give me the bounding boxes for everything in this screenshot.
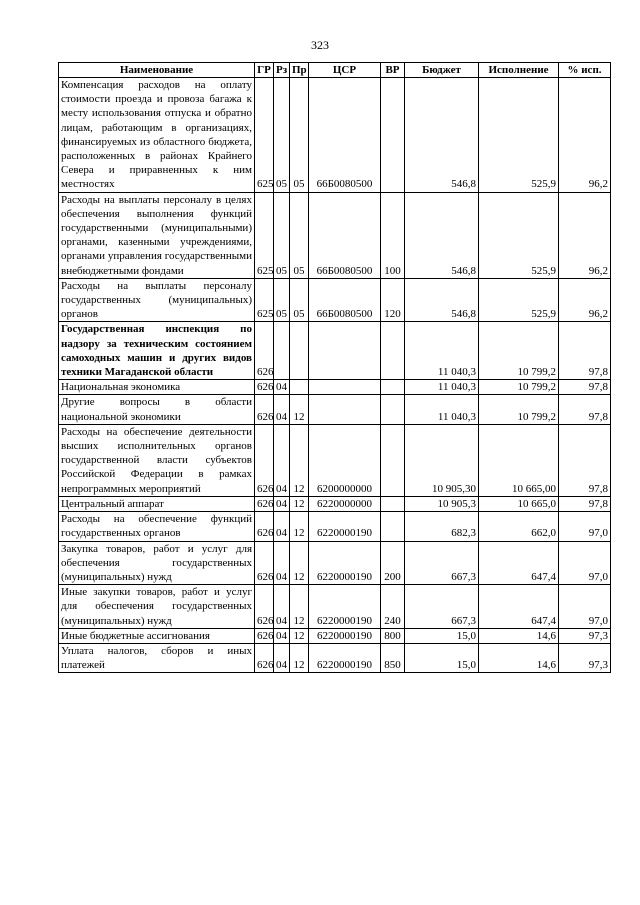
table-row — [59, 628, 611, 643]
cell-csr: 6220000190 — [309, 585, 381, 629]
cell-execution: 525,9 — [479, 78, 559, 193]
cell-execution: 10 799,2 — [479, 395, 559, 424]
cell-percent: 97,3 — [559, 628, 611, 643]
cell-budget: 546,8 — [405, 278, 479, 322]
cell-gr: 626 — [255, 496, 274, 511]
table-header-row — [59, 63, 611, 78]
table-row — [59, 424, 611, 496]
header-percent: % исп. — [559, 63, 611, 78]
cell-pr: 05 — [290, 278, 309, 322]
table-row — [59, 512, 611, 541]
cell-name: Уплата налогов, сборов и иных платежей — [59, 643, 255, 672]
cell-pr: 12 — [290, 512, 309, 541]
cell-percent: 96,2 — [559, 78, 611, 193]
cell-vr — [381, 395, 405, 424]
cell-gr: 625 — [255, 78, 274, 193]
cell-execution: 525,9 — [479, 278, 559, 322]
cell-execution: 647,4 — [479, 585, 559, 629]
cell-csr: 6200000000 — [309, 424, 381, 496]
cell-pr — [290, 322, 309, 380]
cell-rz: 04 — [274, 380, 290, 395]
cell-percent: 97,0 — [559, 512, 611, 541]
header-vr: ВР — [381, 63, 405, 78]
cell-gr: 626 — [255, 322, 274, 380]
cell-gr: 626 — [255, 424, 274, 496]
cell-budget: 10 905,3 — [405, 496, 479, 511]
table-row — [59, 585, 611, 629]
cell-pr: 12 — [290, 628, 309, 643]
cell-rz: 04 — [274, 395, 290, 424]
cell-vr — [381, 380, 405, 395]
cell-vr — [381, 496, 405, 511]
cell-budget: 546,8 — [405, 78, 479, 193]
cell-execution: 525,9 — [479, 192, 559, 278]
table-row — [59, 395, 611, 424]
header-csr: ЦСР — [309, 63, 381, 78]
cell-pr: 12 — [290, 541, 309, 585]
table-row — [59, 278, 611, 322]
header-execution: Исполнение — [479, 63, 559, 78]
cell-rz: 04 — [274, 541, 290, 585]
cell-name: Национальная экономика — [59, 380, 255, 395]
cell-rz: 04 — [274, 628, 290, 643]
cell-percent: 97,8 — [559, 322, 611, 380]
cell-csr: 6220000000 — [309, 496, 381, 511]
cell-csr — [309, 322, 381, 380]
table-row — [59, 541, 611, 585]
table-row — [59, 322, 611, 380]
cell-csr: 66Б0080500 — [309, 192, 381, 278]
budget-execution-table — [58, 62, 611, 673]
cell-rz: 04 — [274, 424, 290, 496]
cell-execution: 10 799,2 — [479, 380, 559, 395]
cell-budget: 667,3 — [405, 541, 479, 585]
cell-rz — [274, 322, 290, 380]
cell-percent: 97,8 — [559, 380, 611, 395]
cell-csr: 66Б0080500 — [309, 78, 381, 193]
cell-name: Расходы на обеспечение функций государственных органов — [59, 512, 255, 541]
header-pr: Пр — [290, 63, 309, 78]
cell-pr: 12 — [290, 395, 309, 424]
cell-percent: 97,8 — [559, 496, 611, 511]
header-name: Наименование — [59, 63, 255, 78]
cell-rz: 05 — [274, 278, 290, 322]
cell-budget: 546,8 — [405, 192, 479, 278]
cell-csr: 66Б0080500 — [309, 278, 381, 322]
cell-gr: 626 — [255, 541, 274, 585]
cell-pr — [290, 380, 309, 395]
cell-budget: 682,3 — [405, 512, 479, 541]
cell-budget: 10 905,30 — [405, 424, 479, 496]
cell-pr: 12 — [290, 496, 309, 511]
page-number: 323 — [311, 38, 329, 52]
cell-gr: 626 — [255, 643, 274, 672]
cell-name: Расходы на выплаты персоналу в целях обеспечения выполнения функций государственными (муниципальными) органами, казенными учреждениями, органами управления государственными внебюджетными фондами — [59, 192, 255, 278]
cell-name: Закупка товаров, работ и услуг для обеспечения государственных (муниципальных) нужд — [59, 541, 255, 585]
cell-vr: 120 — [381, 278, 405, 322]
cell-name: Иные бюджетные ассигнования — [59, 628, 255, 643]
cell-gr: 625 — [255, 192, 274, 278]
table-row — [59, 496, 611, 511]
cell-csr: 6220000190 — [309, 512, 381, 541]
cell-name: Расходы на выплаты персоналу государственных (муниципальных) органов — [59, 278, 255, 322]
cell-percent: 97,0 — [559, 541, 611, 585]
cell-name: Расходы на обеспечение деятельности высших исполнительных органов государственной власти субъектов Российской Федерации в рамках непрограммных мероприятий — [59, 424, 255, 496]
cell-vr: 200 — [381, 541, 405, 585]
cell-execution: 14,6 — [479, 628, 559, 643]
header-budget: Бюджет — [405, 63, 479, 78]
cell-name: Центральный аппарат — [59, 496, 255, 511]
cell-budget: 15,0 — [405, 628, 479, 643]
cell-pr: 12 — [290, 585, 309, 629]
cell-vr — [381, 322, 405, 380]
cell-name: Государственная инспекция по надзору за техническим состоянием самоходных машин и других видов техники Магаданской области — [59, 322, 255, 380]
cell-rz: 05 — [274, 78, 290, 193]
cell-percent: 97,3 — [559, 643, 611, 672]
cell-execution: 662,0 — [479, 512, 559, 541]
cell-percent: 97,8 — [559, 424, 611, 496]
cell-vr: 850 — [381, 643, 405, 672]
cell-name: Иные закупки товаров, работ и услуг для обеспечения государственных (муниципальных) нужд — [59, 585, 255, 629]
cell-execution: 14,6 — [479, 643, 559, 672]
cell-pr: 05 — [290, 192, 309, 278]
table-row — [59, 643, 611, 672]
cell-execution: 10 665,00 — [479, 424, 559, 496]
cell-gr: 626 — [255, 628, 274, 643]
table-row — [59, 192, 611, 278]
cell-vr — [381, 78, 405, 193]
cell-vr: 100 — [381, 192, 405, 278]
cell-rz: 04 — [274, 643, 290, 672]
cell-rz: 04 — [274, 496, 290, 511]
cell-vr — [381, 424, 405, 496]
cell-pr: 12 — [290, 424, 309, 496]
cell-name: Компенсация расходов на оплату стоимости проезда и провоза багажа к месту использования отпуска и обратно лицам, работающим в организациях, финансируемых из областного бюджета, расположенных в районах Крайнего Севера и приравненных к ним местностях — [59, 78, 255, 193]
cell-csr: 6220000190 — [309, 628, 381, 643]
cell-budget: 11 040,3 — [405, 322, 479, 380]
table-row — [59, 380, 611, 395]
cell-name: Другие вопросы в области национальной экономики — [59, 395, 255, 424]
cell-gr: 626 — [255, 395, 274, 424]
cell-rz: 04 — [274, 512, 290, 541]
header-gr: ГР — [255, 63, 274, 78]
cell-execution: 647,4 — [479, 541, 559, 585]
cell-percent: 96,2 — [559, 278, 611, 322]
table-row — [59, 78, 611, 193]
cell-budget: 667,3 — [405, 585, 479, 629]
cell-csr — [309, 395, 381, 424]
cell-rz: 05 — [274, 192, 290, 278]
cell-gr: 626 — [255, 380, 274, 395]
header-rz: Рз — [274, 63, 290, 78]
table-body — [59, 78, 611, 673]
cell-budget: 15,0 — [405, 643, 479, 672]
cell-execution: 10 665,0 — [479, 496, 559, 511]
cell-vr: 800 — [381, 628, 405, 643]
cell-percent: 97,8 — [559, 395, 611, 424]
cell-pr: 12 — [290, 643, 309, 672]
cell-vr: 240 — [381, 585, 405, 629]
cell-vr — [381, 512, 405, 541]
cell-gr: 625 — [255, 278, 274, 322]
cell-csr: 6220000190 — [309, 541, 381, 585]
cell-percent: 97,0 — [559, 585, 611, 629]
cell-execution: 10 799,2 — [479, 322, 559, 380]
cell-csr — [309, 380, 381, 395]
cell-csr: 6220000190 — [309, 643, 381, 672]
cell-budget: 11 040,3 — [405, 395, 479, 424]
cell-budget: 11 040,3 — [405, 380, 479, 395]
cell-gr: 626 — [255, 512, 274, 541]
cell-pr: 05 — [290, 78, 309, 193]
cell-gr: 626 — [255, 585, 274, 629]
cell-percent: 96,2 — [559, 192, 611, 278]
cell-rz: 04 — [274, 585, 290, 629]
